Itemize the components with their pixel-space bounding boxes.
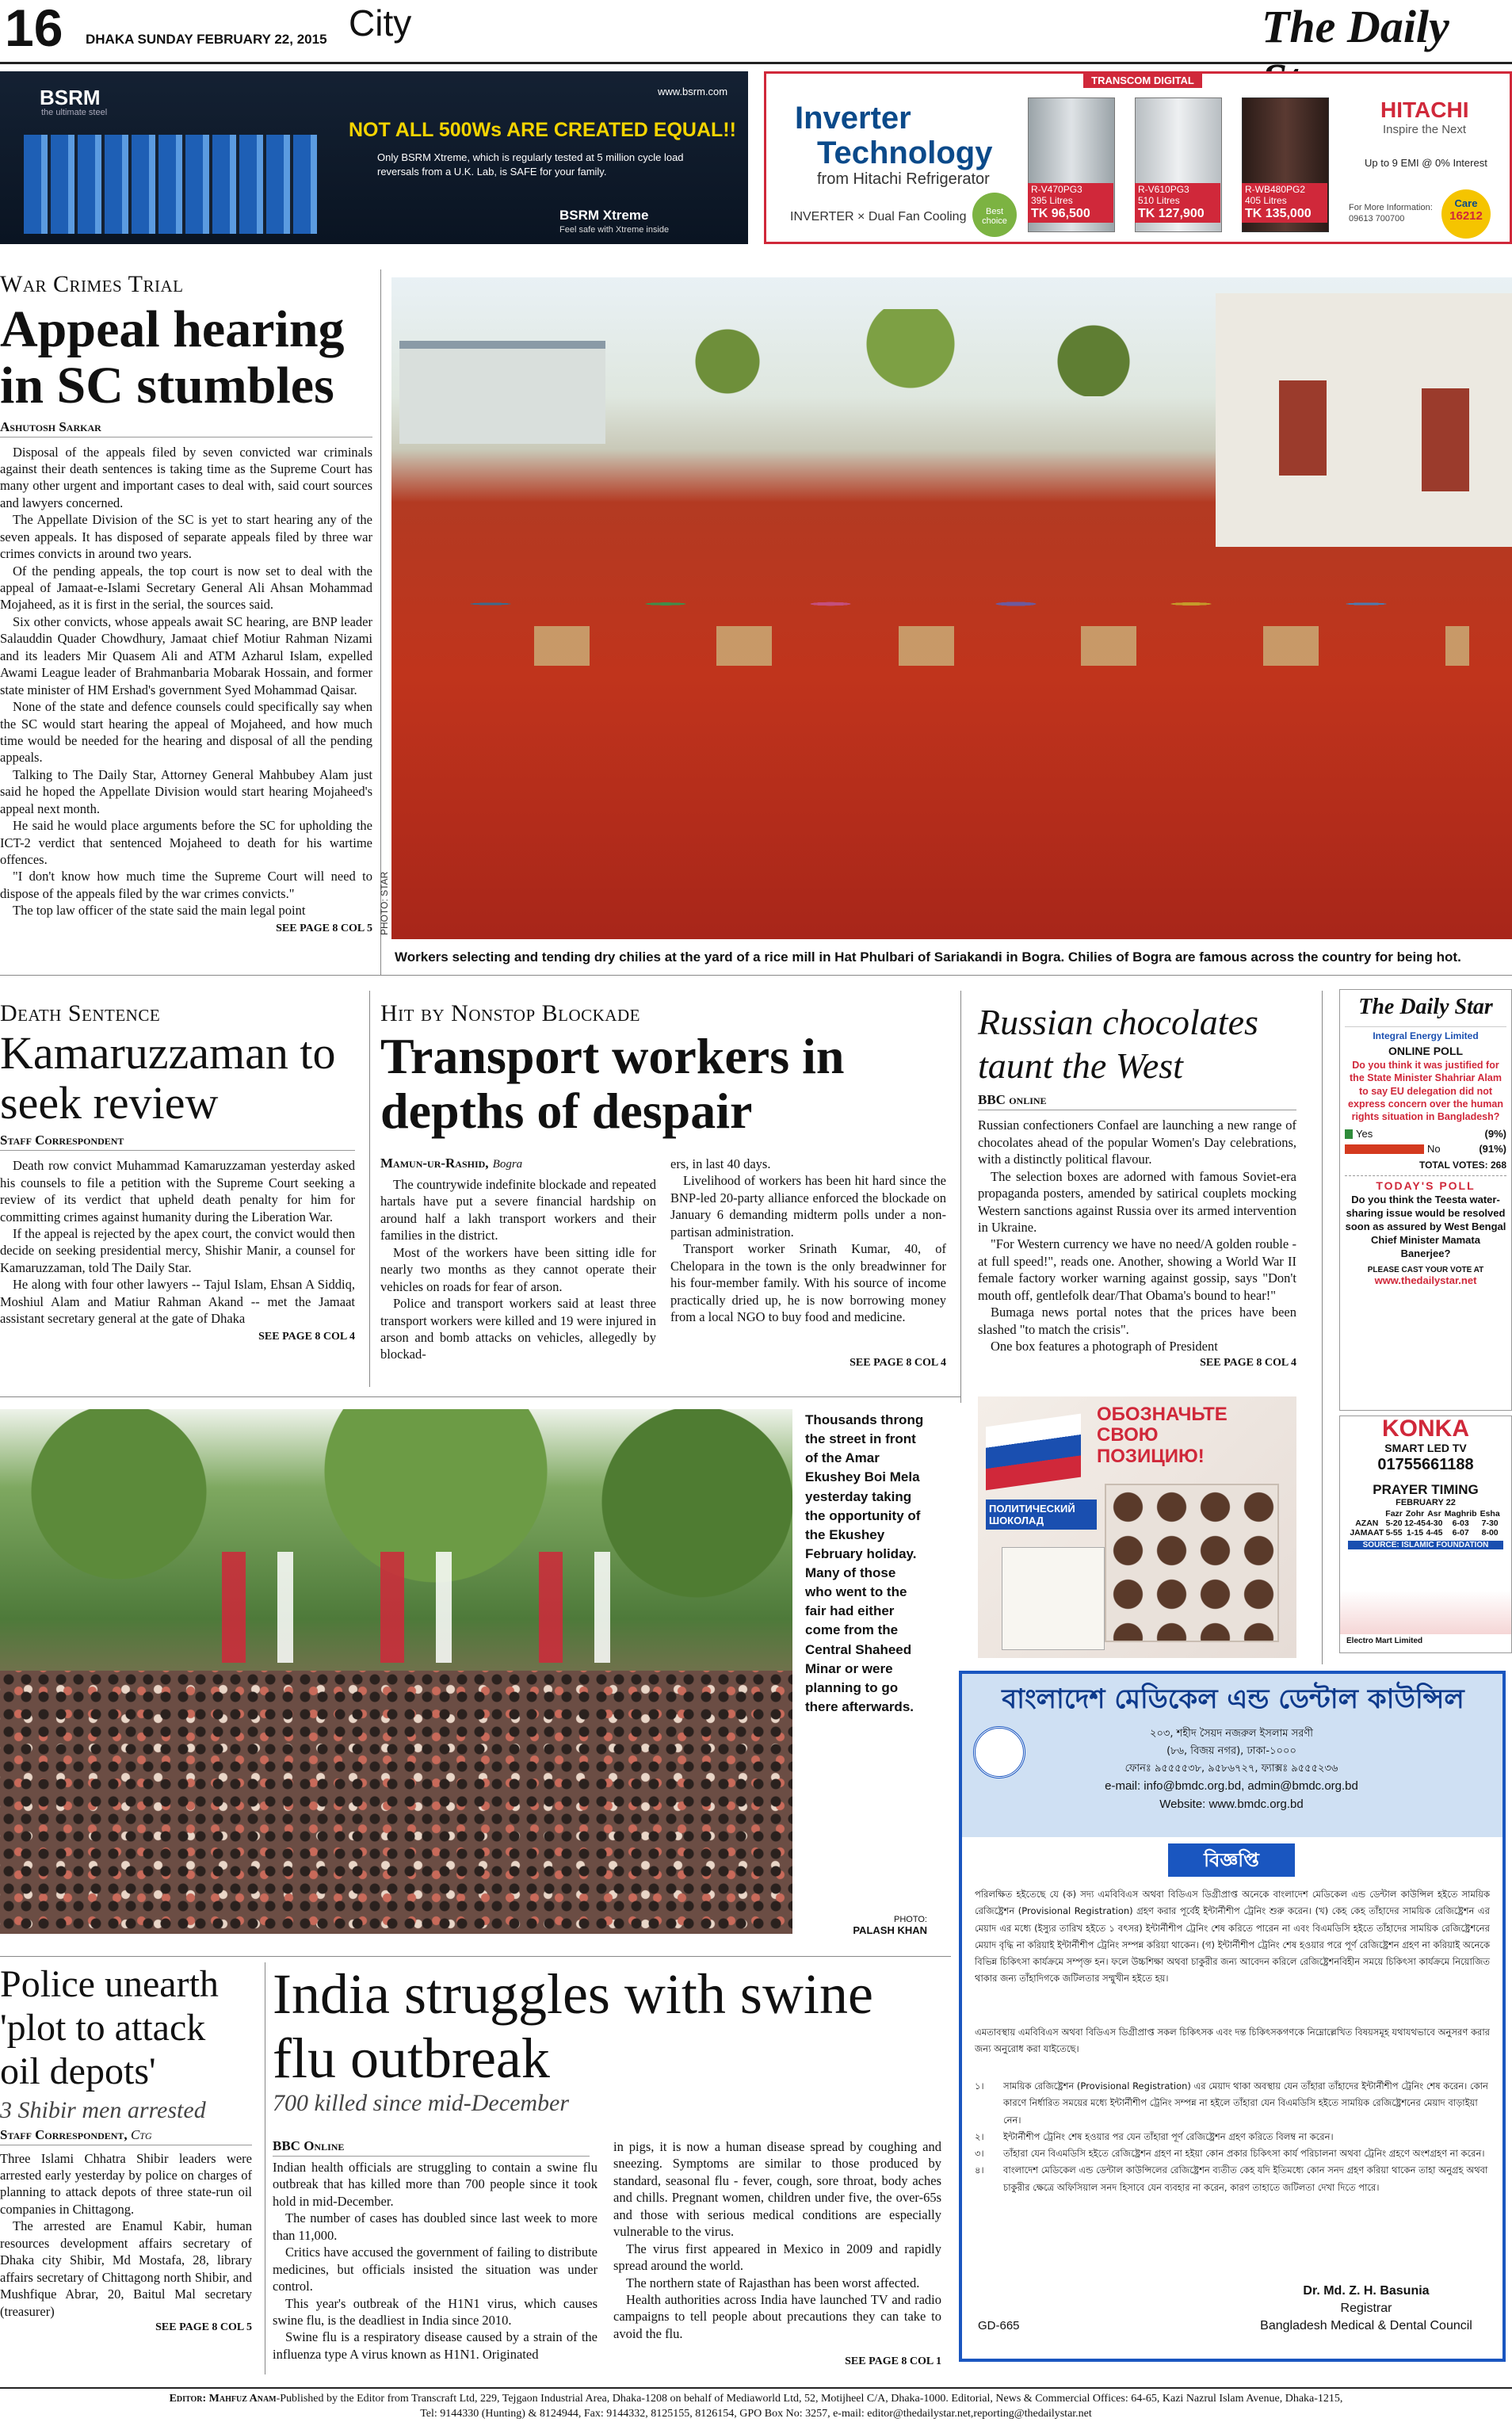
trees [605,309,1216,396]
online-poll[interactable] [1339,989,1512,1411]
poll-title: ONLINE POLL [1388,1045,1464,1057]
byline-place: Ctg [130,2126,152,2142]
bmdc-notice[interactable] [959,1671,1506,2362]
prayer-header-cell: Fazr [1385,1509,1403,1519]
story-headline[interactable]: Appeal hearing in SC stumbles [0,300,345,415]
footer-publisher: -Published by the Editor from Transcraft Ltd, 229, Tejgaon Industrial Area, Dhaka-1208 on behalf of Mediaworld Ltd, 52, Motijheel C/A, Dhaka-1000. Editorial, News & Commercial Offices: 64-65, Kazi Nazrul Islam Avenue, Dhaka-1215, [276,2393,1343,2405]
hitachi-title-1: Inverter [795,101,911,136]
prayer-cell: 8-00 [1481,1528,1499,1538]
prayer-header-cell: Asr [1427,1509,1441,1519]
price-tag-3 [1242,183,1327,223]
item-text: ইন্টার্নীশীপ ট্রেনিং শেষ হওয়ার পর যেন তাঁহারা পূর্ণ রেজিষ্ট্রেশন গ্রহণ করিতে বিলম্ব না করেন। [1003,2130,1334,2142]
poll-no-pct: (91%) [1479,1143,1506,1156]
story-headline[interactable]: India struggles with swine flu outbreak [273,1962,873,2090]
care-number: 16212 [1449,209,1483,223]
poll-results [1345,1128,1506,1155]
prayer-cell: 7-30 [1481,1519,1499,1528]
story-transport [380,1000,951,1381]
poll-option-yes[interactable] [1345,1128,1506,1140]
paragraph: The arrested are Enamul Kabir, human resources development affairs secretary of Dhaka city Shibir, Md Mostafa, 28, library affairs secretary of Chittagong north Shibir, and Mushfique Abrar, 20, Baitul Mal secretary (treasurer) [0,2218,252,2319]
story-swineflu [273,1962,949,2374]
see-page-link[interactable]: SEE PAGE 8 COL 5 [155,2321,252,2333]
prayer-cell: 1-15 [1407,1528,1424,1538]
see-page-link[interactable]: SEE PAGE 8 COL 4 [258,1330,355,1343]
litres-1: 395 Litres [1031,194,1073,206]
prayer-header-cell: Maghrib [1444,1509,1477,1519]
story-body [0,2150,252,2320]
prayer-header-cell: Esha [1480,1509,1500,1519]
byline-place: Bogra [492,1158,523,1171]
konka-phone: 01755661188 [1377,1456,1474,1473]
prayer-table [1350,1509,1501,1538]
paragraph: Bumaga news portal notes that the prices have been slashed "to match the crisis". [978,1305,1296,1337]
footer-rule [0,2387,1512,2389]
litres-3: 405 Litres [1245,194,1287,206]
todays-poll-question: Do you think the Teesta water-sharing issue would be resolved soon as assured by West Bengal Chief Minister Mamata Banerjee? [1345,1194,1506,1259]
pencil-graphic [24,135,317,234]
paragraph: He along with four other lawyers -- Tajul Islam, Ehsan A Siddiq, Moshiul Alam and Matiur Rahman Akand -- met the Jamaat assistant secretary general at the gate of Dhaka [0,1277,355,1327]
story-byline: BBC online [978,1092,1296,1110]
door-1 [1279,380,1327,476]
hitachi-subtitle: from Hitachi Refrigerator [817,170,990,188]
story-subhead: 700 killed since mid-December [273,2090,570,2117]
paragraph: Of the pending appeals, the top court is now set to deal with the appeal of Jamaat-e-Islami Secretary General Ali Ahsan Mohammad Mojaheed, as it is first in the serial, the sources said. [0,563,372,613]
footer-imprint [0,2392,1512,2422]
poll-bar-no [1345,1144,1424,1154]
bmdc-email: e-mail: info@bmdc.org.bd, admin@bmdc.org.bd [1105,1779,1358,1793]
paragraph: Six other convicts, whose appeals await SC hearing, are BNP leader Salauddin Quader Chowdhury, Jamaat chief Motiur Rahman Nizami and its leaders Mir Quasem Ali and ATM Azharul Islam, expelled Awami League leader of Brahmanbaria Mobarak Hossain, and former state minister of HM Ershad's government Syed Mohammad Qaisar. [0,613,372,697]
paragraph: The northern state of Rajasthan has been worst affected. [626,2275,920,2290]
item-text: তাঁহারা যেন বিএমডিসি হইতে রেজিষ্ট্রেশন গ্রহণ না হইয়া কোন প্রকার চিকিৎসা কার্য পরিচালনা অথবা ট্রেনিং গ্রহণে অংশগ্রহণ না করেন। [1003,2148,1485,2160]
bmdc-item [975,2145,1490,2162]
footer-line-2: Tel: 9144330 (Hunting) & 8124944, Fax: 9144332, 8125155, 8126154, GPO Box No: 3257, e-mail: editor@thedailystar.net,reporting@thedailystar.net [420,2407,1092,2420]
baskets [439,626,1469,666]
paragraph: Most of the workers have been sitting idle for nearly two months as they cannot operate their vehicles on roads for fear of arson. [380,1244,656,1294]
story-byline-row [0,2127,252,2145]
care-badge [1441,189,1491,239]
hitachi-emi: Up to 9 EMI @ 0% Interest [1365,157,1487,169]
story-byline: BBC Online [273,2138,590,2157]
paragraph: The number of cases has doubled since last week to more than 11,000. [273,2210,598,2243]
bmdc-notice-label: বিজ্ঞপ্তি [1168,1843,1295,1877]
column-rule [960,991,961,1403]
prayer-source: SOURCE: ISLAMIC FOUNDATION [1348,1541,1503,1549]
item-number: ২। [975,2130,984,2142]
paragraph: Disposal of the appeals filed by seven convicted war criminals against their death sentences is taking time as the Supreme Court has many other urgent and important cases to deal with, said court sources and lawyers concerned. [0,444,372,510]
paragraph: The top law officer of the state said the main legal point [13,903,306,919]
prayer-cell: 12-45 [1404,1519,1426,1528]
paragraph: The virus first appeared in Mexico in 2009 and rapidly spread around the world. [613,2241,941,2274]
paragraph: Indian health officials are struggling to contain a swine flu outbreak that has killed more than 700 people since it took hold in mid-December. [273,2160,598,2209]
prayer-cell: 6-03 [1452,1519,1469,1528]
model-1: R-V470PG3 [1031,184,1082,195]
story-byline: Mamun-ur-Rashid, [380,1156,489,1171]
bmdc-phone: ফোনঃ ৯৫৫৫৫৩৮, ৯৫৮৬৭২৭, ফ্যাক্সঃ ৯৫৫৫২৩৬ [1124,1763,1338,1775]
boimela-caption: Thousands throng the street in front of the Amar Ekushey Boi Mela yesterday taking the opportunity of the Ekushey February holiday. Many of those who went to the fair had either come from the Central Shaheed Minar or were planning to go there afterwards. [805,1412,924,1714]
model-2: R-V610PG3 [1138,184,1189,195]
hitachi-brand: HITACHI [1380,97,1469,122]
paragraph: He said he would place arguments before the SC for upholding the ICT-2 verdict that sentenced Mojaheed to death for his wartime offences. [0,818,372,868]
paragraph: This year's outbreak of the H1N1 virus, which causes swine flu, is the deadliest in India since 2010. [273,2295,598,2328]
transport-byline [380,1156,666,1171]
flag-graphic [986,1414,1081,1491]
story-kicker: Hit by Nonstop Blockade [380,1000,640,1026]
prayer-cell: 4-30 [1426,1519,1443,1528]
price-tag-1 [1028,183,1113,223]
chili-photo-caption: Workers selecting and tending dry chilies at the yard of a rice mill in Hat Phulbari of Sariakandi in Bogra. Chilies of Bogra are famous across the country for being hot. [395,949,1461,965]
story-headline[interactable]: Kamaruzzaman to seek review [0,1027,336,1129]
poll-no-label: No [1427,1143,1441,1156]
item-number: ৪। [975,2164,984,2176]
paragraph: "For Western currency we have no need/A golden rouble - at full speed!", reads one. Another, showing a World War II female factory worker warning against gossip, says "Don't mouth off, gentlefolk dear/That Obama's bound to hear!" [978,1236,1296,1303]
chili-photo [391,277,1512,939]
hitachi-brand-tag: Inspire the Next [1383,123,1467,136]
column-rule [369,991,370,1387]
prayer-cell: JAMAAT [1350,1528,1384,1538]
header-rule [0,62,1512,64]
konka-brand: KONKA [1382,1415,1469,1442]
price-tag-2 [1135,183,1220,223]
column-rule [1322,991,1323,1664]
todays-poll-label: TODAY'S POLL [1345,1175,1506,1192]
hitachi-title-2: Technology [817,136,993,170]
crowd [0,1671,792,1934]
care-label: Care [1454,197,1478,209]
konka-footer: Electro Mart Limited [1346,1637,1423,1645]
chocolate-photo [978,1396,1296,1658]
bmdc-address-2: (৮৬, বিজয় নগর), ঢাকা-১০০০ [1166,1745,1296,1757]
bsrm-ad[interactable] [0,71,748,244]
bmdc-item [975,2162,1490,2196]
paragraph: Transport worker Srinath Kumar, 40, of Chelopara in the town is the only breadwinner for his four-member family. With his source of income practically dried up, he is now borrowing money from a local NGO to buy food and medicine. [670,1241,946,1324]
paragraph: The countrywide indefinite blockade and repeated hartals have put a severe financial hardship on around half a lakh transport workers and their families in the district. [380,1177,656,1244]
bmdc-website: Website: www.bmdc.org.bd [1159,1798,1304,1811]
prayer-row-azan [1350,1519,1501,1528]
paragraph: One box features a photograph of President [991,1339,1218,1354]
bmdc-ref: GD-665 [978,2319,1020,2332]
transport-col-1 [380,1176,656,1363]
story-war-crimes [0,271,372,968]
swineflu-col-2 [613,2138,941,2342]
story-kamaruzzaman [0,1000,355,1381]
story-police [0,1962,252,2374]
poll-option-no[interactable] [1345,1143,1506,1155]
see-page-link[interactable]: SEE PAGE 8 COL 5 [276,922,372,934]
section-rule [0,1956,951,1957]
story-byline: Staff Correspondent, [0,2126,128,2142]
hitachi-feature: INVERTER × Dual Fan Cooling [790,210,967,223]
poll-masthead: The Daily Star [1358,995,1493,1019]
bmdc-signer: Dr. Md. Z. H. Basunia [1303,2284,1430,2298]
story-byline: Ashutosh Sarkar [0,419,372,437]
hitachi-info: For More Information: 09613 700700 [1349,203,1433,224]
story-subhead: 3 Shibir men arrested [0,2096,206,2123]
prayer-cell: AZAN [1355,1519,1379,1528]
bmdc-para-1: পরিলক্ষিত হইতেছে যে (ক) সদ্য এমবিবিএস অথবা বিডিএস ডিগ্রীপ্রাপ্ত অনেকে বাংলাদেশ মেডিকেল এন্ড ডেন্টাল কাউন্সিল হইতে সাময়িক রেজিষ্ট্রেশন (Provisional Registration) গ্রহণ করার পূর্বেই ইন্টার্নীশীপ ট্রেনিং শুরু করেন। (খ) কেহ কেহ তাঁহাদের সাময়িক রেজিষ্ট্রেশন এর মেয়াদ এর মধ্যে (ইস্যুর তারিখ হইতে ১ বৎসর) ইন্টার্নীশীপ ট্রেনিং শেষ করিতে পারেন না এবং বিএমডিসি হইতে তাঁহাদের সাময়িক রেজিষ্ট্রেশনের মেয়াদ বৃদ্ধি না করিয়াই ইন্টার্নীশীপ ট্রেনিং সম্পন্ন করিয়া থাকেন। (গ) ইন্টার্নীশীপ ট্রেনিং শেষ হওয়ার পরে পূর্ণ রেজিষ্ট্রেশন গ্রহণ না করিয়াই অনেকে বিভিন্ন চিকিৎসা কার্যক্রমে সম্পৃক্ত হন। ফলে উচ্চশিক্ষা অথবা চাকুরীর জন্য আবেদন করিলে রেজিষ্ট্রেশনবিহীন সময়ে চিকিৎসা কার্যক্রমে নিয়োজিত থাকার জন্য তাঁহাদিগকে জটিলতার সম্মুখীন হইতে হয়। [975,1889,1490,1985]
story-headline[interactable]: Police unearth 'plot to attack oil depots' [0,1963,219,2093]
prayer-date: FEBRUARY 22 [1396,1498,1456,1507]
paragraph: Death row convict Muhammad Kamaruzzaman yesterday asked his counsels to file a petition with the Supreme Court seeking a review of its verdict that upheld death penalty for him for committing crimes against humanity during the Liberation War. [0,1158,355,1224]
paragraph: Russian confectioners Confael are launching a new range of chocolates ahead of the popular Women's Day celebrations, with a distinctly political flavour. [978,1117,1296,1167]
paragraph: Livelihood of workers has been hit hard since the BNP-led 20-party alliance enforced the blockade on January 6 demanding midterm polls under a non-partisan administration. [670,1173,946,1240]
chocolate-brand: ПОЛИТИЧЕСКИЙ ШОКОЛАД [986,1500,1097,1530]
paragraph: Police and transport workers said at least three transport workers were killed and 19 were injured in arson and bomb attacks on vehicles, allegedly by blockad- [380,1296,656,1362]
cast-vote-label: PLEASE CAST YOUR VOTE AT [1367,1265,1484,1274]
prayer-row-jamaat [1350,1528,1501,1538]
prayer-title: PRAYER TIMING [1373,1482,1479,1497]
bmdc-item [975,2078,1490,2129]
page-number: 16 [5,0,63,57]
bsrm-url: www.bsrm.com [658,86,728,97]
section-rule [0,1396,960,1397]
bsrm-headline: NOT ALL 500Ws ARE CREATED EQUAL!! [349,119,736,141]
transport-col-2 [670,1156,946,1325]
prayer-cell: 5-20 [1385,1519,1403,1528]
story-kicker: Death Sentence [0,1000,161,1026]
paragraph: Swine flu is a respiratory disease caused by a strain of the influenza type A virus known as H1N1. Originated [273,2329,598,2362]
paragraph: in pigs, it is now a human disease spread by coughing and sneezing. Symptoms are similar to those produced by standard, seasonal flu - fever, cough, sore throat, body aches and chills. Pregnant women, children under five, the over-65s and those with serious medical conditions are especially vulnerable to the virus. [613,2139,941,2240]
konka-product: SMART LED TV [1384,1442,1467,1454]
mosque-graphic [1340,1591,1512,1634]
paragraph: None of the state and defence counsels could specifically say when the SC would start hearing the appeal of Mojaheed, and how much time would be needed for the hearing and disposal of all the pending appeals. [0,699,372,766]
bsrm-tagline: the ultimate steel [41,108,108,117]
transcom-label: TRANSCOM DIGITAL [1083,73,1202,88]
prayer-cell: 4-45 [1426,1528,1443,1538]
bmdc-signer-org: Bangladesh Medical & Dental Council [1260,2319,1472,2332]
item-text: বাংলাদেশ মেডিকেল এন্ড ডেন্টাল কাউন্সিলের রেজিষ্ট্রেশন ব্যতীত কেহ যদি ইতিমধ্যে কোন সনদ গ্রহণ করিয়া থাকেন তাহা অনুগ্রহ অথবা চাকুরীর ক্ষেত্রে অফিসিয়াল সনদ হিসাবে যেন ব্যবহার না করেন, কারণ তাহাতে জটিলতা দেখা দিতে পারে। [1003,2164,1488,2193]
bsrm-product-tag: Feel safe with Xtreme inside [559,225,670,235]
prayer-cell: 5-55 [1385,1528,1403,1538]
poll-question: Do you think it was justified for the State Minister Shahriar Alam to say EU delegation did not express concern over the human rights situation in Bangladesh? [1348,1060,1503,1122]
paragraph: If the appeal is rejected by the apex court, the convict would then decide on seeking presidential mercy, Shishir Manir, a counsel for Kamaruzzaman, told The Daily Star. [0,1226,355,1275]
bmdc-title: বাংলাদেশ মেডিকেল এন্ড ডেন্টাল কাউন্সিল [1002,1683,1464,1715]
chili-photo-credit: PHOTO: STAR [379,871,390,935]
boimela-photo [0,1409,792,1934]
bmdc-item [975,2129,1490,2145]
bsrm-logo: BSRM [40,86,101,109]
bmdc-items [975,2078,1490,2196]
boimela-credit-label: PHOTO: [894,1915,927,1924]
item-number: ৩। [975,2148,984,2160]
building-left [399,341,605,444]
paragraph: ers, in last 40 days. [670,1156,771,1171]
item-text: সাময়িক রেজিষ্ট্রেশন (Provisional Registration) এর মেয়াদ থাকা অবস্থায় যেন তাঁহারা তাঁহাদের ইন্টার্নীশীপ ট্রেনিং শেষ করেন। কোন কারণে নির্ধারিত সময়ের মধ্যে ইন্টার্নীশীপ ট্রেনিং সম্পন্ন না হইলে তাঁহারা যেন বিএমডিসি হইতে সাময়িক রেজিষ্ট্রেশনের মেয়াদ বাড়াইয়া নেন। [1003,2080,1488,2126]
paragraph: Critics have accused the government of failing to distribute medicines, but officials insisted the situation was under control. [273,2245,598,2294]
best-choice-badge: Best choice [972,193,1017,237]
litres-2: 510 Litres [1138,194,1180,206]
see-page-link[interactable]: SEE PAGE 8 COL 1 [845,2355,941,2367]
konka-prayer-box [1339,1415,1512,1653]
price-3: TK 135,000 [1245,206,1312,220]
footer-line-1 [0,2392,1512,2407]
door-2 [1422,388,1469,491]
see-page-link[interactable]: SEE PAGE 8 COL 4 [1200,1356,1296,1369]
section-name: City [349,2,412,44]
chocolate-box [1105,1484,1279,1642]
prayer-header-cell [1350,1509,1384,1519]
price-2: TK 127,900 [1138,206,1205,220]
boimela-credit-name: PALASH KHAN [853,1924,927,1936]
page-header [0,0,1512,65]
paragraph: The selection boxes are adorned with famous Soviet-era propaganda posters, amended by satirical couplets mocking Western sanctions against Russia over its armed intervention in Ukraine. [978,1168,1296,1235]
swineflu-col-1 [273,2159,598,2363]
poll-sponsor: Integral Energy Limited [1345,1026,1506,1041]
paragraph: "I don't know how much time the Supreme Court will need to dispose of the appeals filed by the war crimes convicts." [0,869,372,901]
story-body [0,444,372,919]
poll-yes-label: Yes [1356,1128,1373,1140]
prayer-header-cell: Zohr [1405,1509,1425,1519]
story-headline[interactable]: Transport workers in depths of despair [380,1028,845,1140]
footer-editor: Editor: Mahfuz Anam [169,2393,277,2405]
bmdc-address-1: ২০৩, শহীদ সৈয়দ নজরুল ইসলাম সরণী [1150,1728,1313,1740]
see-page-link[interactable]: SEE PAGE 8 COL 4 [850,1357,946,1369]
column-rule [380,269,381,975]
banners [174,1552,650,1663]
story-headline[interactable]: Russian chocolates taunt the West [978,1002,1258,1087]
poster-slogan: ОБОЗНАЧЬТЕ СВОЮ ПОЗИЦИЮ! [1097,1404,1228,1467]
price-1: TK 96,500 [1031,206,1090,220]
paragraph: Talking to The Daily Star, Attorney General Mahbubey Alam just said he hoped the Appellate Division would start hearing Mojaheed's appeal next month. [0,766,372,816]
paragraph: Three Islami Chhatra Shibir leaders were arrested early yesterday by police on charges of planning to attack depots of three state-run oil companies in Chittagong. [0,2150,252,2217]
model-3: R-WB480PG2 [1245,184,1306,195]
poster-card [1002,1547,1105,1650]
prayer-header-row [1350,1509,1501,1519]
hitachi-ad[interactable] [764,71,1512,244]
bsrm-copy: Only BSRM Xtreme, which is regularly tested at 5 million cycle load reversals from a U.K. Lab, is SAFE for your family. [377,151,684,178]
bmdc-seal [973,1726,1025,1778]
dateline: DHAKA SUNDAY FEBRUARY 22, 2015 [86,32,327,47]
bsrm-product: BSRM Xtreme [559,208,649,223]
bmdc-signer-title: Registrar [1340,2302,1392,2315]
poll-bar-yes [1345,1129,1353,1139]
story-byline: Staff Correspondent [0,1133,355,1151]
item-number: ১। [975,2080,984,2092]
story-body [0,1157,355,1327]
poll-total: TOTAL VOTES: 268 [1418,1160,1506,1171]
prayer-cell: 6-07 [1452,1528,1469,1538]
poll-site-link[interactable]: www.thedailystar.net [1374,1274,1477,1286]
masthead: The Daily [1262,1,1449,52]
paragraph: Health authorities across India have launched TV and radio campaigns to tell people about precautions they can take to avoid the flu. [613,2291,941,2341]
bmdc-para-2: এমতাবস্থায় এমবিবিএস অথবা বিডিএস ডিগ্রীপ্রাপ্ত সকল চিকিৎসক এবং দন্ত চিকিৎসকগণকে নিম্নোল্লেখিত বিষয়সমূহ যথাযথভাবে অনুসরণ করার জন্য অনুরোধ করা যাইতেছে। [975,2027,1490,2055]
story-body [978,1117,1296,1354]
story-kicker: War Crimes Trial [0,271,184,297]
poll-yes-pct: (9%) [1484,1128,1506,1140]
paragraph: The Appellate Division of the SC is yet to start hearing any of the seven appeals. It has disposed of separate appeals filed by three war crimes convicts in around two years. [0,512,372,562]
section-rule [0,975,1512,976]
